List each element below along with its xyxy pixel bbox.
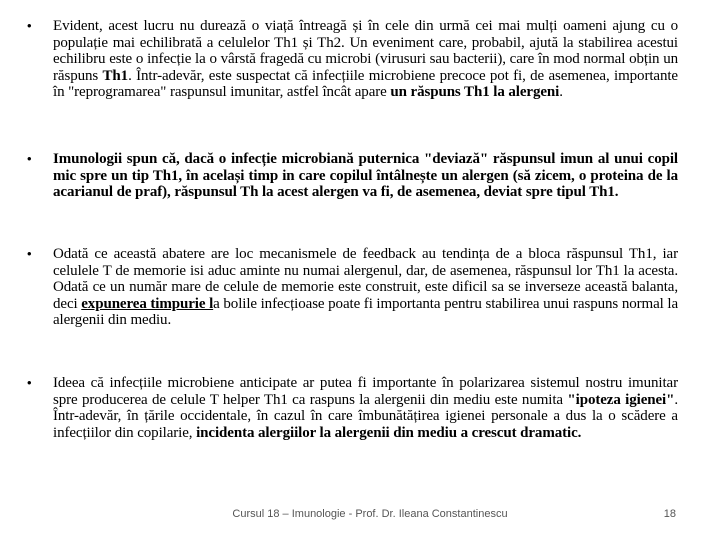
- text-run: Odată ce această abatere are loc mecanismele de feedback au tendința de a bloca răspunsul Th1, iar celulele T de memorie isi aduc aminte nu numai alergenul, dar, de asemenea, răspunsul lor Th1 la acesta. Odată ce un număr mare de celule de memorie este construit, este dificil sa se inverseze această balanta, deci: [53, 246, 678, 312]
- bullet-marker: •: [27, 246, 32, 261]
- footer-text: Cursul 18 – Imunologie - Prof. Dr. Ileana Constantinescu: [232, 508, 508, 520]
- bullet-item-4: [20, 375, 678, 441]
- paragraph-4: [53, 375, 678, 441]
- text-run: Ideea că infecțiile microbiene anticipate ar putea fi importante în polarizarea sistemul nostru imunitar spre producerea de celule T helper Th1 ca raspuns la alergenii din mediu este numita: [53, 375, 678, 408]
- paragraph-3: [53, 246, 678, 329]
- bullet-marker: •: [27, 151, 32, 166]
- bullet-item-1: [20, 18, 678, 101]
- bullet-marker: •: [27, 18, 32, 33]
- bullet-item-3: [20, 246, 678, 329]
- text-run: a bolile infecțioase poate fi importanta pentru stabilirea unui raspuns normal la alergenii din mediu.: [53, 295, 678, 328]
- bullet-item-2: [20, 151, 678, 201]
- text-run: Evident, acest lucru nu durează o viață întreagă și în cele din urmă cei mai mulți oameni ajung cu o populație mai echilibrată a celulelor Th1 și Th2. Un eveniment care, probabil, ajută la stabilirea acestui echilibru este o infecție la o vârstă fragedă cu microbi (virusuri sau bacterii), care în mod normal obțin un răspuns: [53, 18, 678, 84]
- underlined-bold-text: expunerea timpurie l: [81, 295, 214, 312]
- paragraph-1: [53, 18, 678, 101]
- bold-text: Imunologii spun că, dacă o infecție microbiană puternica "deviază" răspunsul imun al unui copil mic spre un tip Th1, în același timp in care copilul întâlnește un alergen (să zicem, o proteina de la acarianul de praf), răspunsul Th la acest alergen va fi, de asemenea, deviat spre tipul Th1.: [53, 151, 678, 200]
- paragraph-2: [53, 151, 678, 201]
- bold-text: un răspuns Th1 la alergeni: [390, 84, 560, 100]
- text-run: . Într-adevăr, în țările occidentale, în cazul în care îmbunătățirea igienei personale a dus la o scădere a infecțiilor din copilarie,: [53, 391, 678, 441]
- page-number: 18: [663, 508, 676, 520]
- bold-text: Th1: [102, 67, 129, 84]
- text-run: . Într-adevăr, este suspectat că infecțiile microbiene precoce pot fi, de asemenea, importante în "reprogramarea" raspunsul imunitar, astfel încât apare: [53, 67, 678, 100]
- bold-text: incidenta alergiilor la alergenii din mediu a crescut dramatic.: [196, 424, 582, 441]
- bold-text: "ipoteza igienei": [567, 391, 675, 408]
- slide-footer: [0, 508, 720, 522]
- text-run: .: [559, 84, 563, 100]
- bullet-marker: •: [27, 375, 32, 390]
